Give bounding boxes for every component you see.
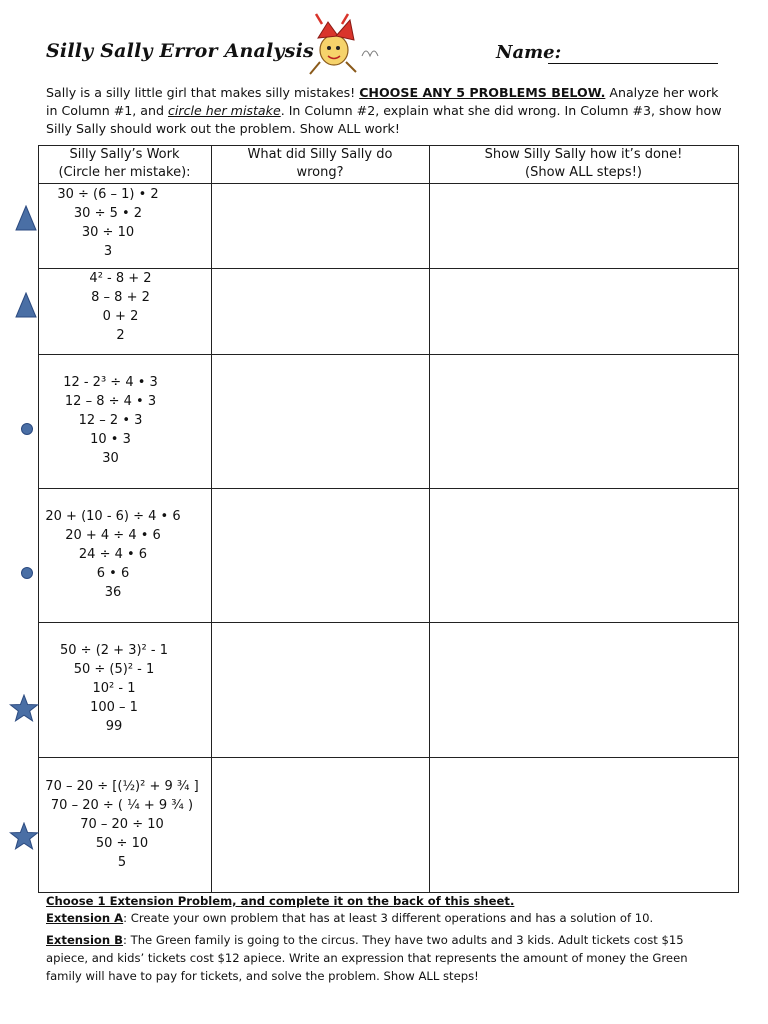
circle-icon [20,422,34,436]
problem-5-work[interactable] [38,641,190,736]
work-line: 50 ÷ (2 + 3)² - 1 [60,643,168,658]
extension-a-text: : Create your own problem that has at least 3 different operations and has a solution of 10. [123,911,654,925]
worksheet-title: Silly Sally Error Analysis [46,40,314,62]
triangle-icon [15,292,37,318]
name-field[interactable] [548,63,718,64]
name-label: Name: [496,42,562,63]
work-line: 5 [117,855,127,870]
extension-b-text: : The Green family is going to the circus. They have two adults and 3 kids. Adult tickets cost $15 apiece, and kids’ tickets cost $12 apiece. Write an expression that represents the amount of money the Green family will have to pay for tickets, and solve the problem. Show ALL steps! [46,933,688,983]
instructions-text-3: . In Column #2, explain what she did wrong. In Column #3, show how Silly Sally should work out the problem. Show ALL work! [46,103,722,136]
header-sallys-work-line2: (Circle her mistake): [58,165,191,180]
header-what-wrong-line2: wrong? [296,165,344,180]
extension-heading-text: Choose 1 Extension Problem, and complete it on the back of this sheet. [46,894,515,908]
work-line: 70 – 20 ÷ [(½)² + 9 ¾ ] [45,779,199,794]
instructions-bold: CHOOSE ANY 5 PROBLEMS BELOW. [359,85,606,100]
work-line: 10² - 1 [92,681,136,696]
work-line: 70 – 20 ÷ 10 [80,817,164,832]
work-line: 30 ÷ 10 [81,225,135,240]
problem-1-work[interactable] [38,185,178,261]
problem-6-work[interactable] [38,777,206,872]
problem-4-work[interactable] [38,507,188,602]
column-divider-1 [211,145,212,892]
work-line: 12 – 8 ÷ 4 • 3 [64,394,157,409]
work-line: 99 [105,719,123,734]
header-what-wrong-line1: What did Silly Sally do [247,147,393,162]
circle-icon [20,566,34,580]
extension-heading [46,892,726,910]
column-divider-2 [429,145,430,892]
work-line: 20 + 4 ÷ 4 • 6 [65,528,161,543]
work-line: 0 + 2 [102,309,139,324]
problem-2-work[interactable] [38,269,203,345]
row-divider-4 [38,622,739,623]
star-icon [9,694,39,722]
instructions-text-2: Analyze her work in Column #1, and [46,85,719,118]
extension-a-label: Extension A [46,911,124,925]
instructions [46,84,726,138]
work-line: 12 - 2³ ÷ 4 • 3 [63,375,158,390]
work-line: 8 – 8 + 2 [91,290,150,305]
header-sallys-work-line1: Silly Sally’s Work [69,147,180,162]
work-line: 30 ÷ (6 – 1) • 2 [57,187,159,202]
extension-b-label: Extension B [46,933,124,947]
header-sallys-work [38,146,211,182]
work-line: 36 [104,585,122,600]
extension-b [46,931,726,985]
header-show-how [429,146,738,182]
work-line: 2 [116,328,125,343]
triangle-icon [15,205,37,231]
work-line: 3 [103,244,113,259]
silly-sally-clipart [298,10,384,84]
row-divider-3 [38,488,739,489]
work-line: 100 – 1 [90,700,138,715]
header-what-wrong [211,146,429,182]
work-line: 20 + (10 - 6) ÷ 4 • 6 [45,509,181,524]
problem-3-work[interactable] [38,373,183,468]
instructions-circle: circle her mistake [167,103,281,118]
row-divider-header [38,183,739,184]
work-line: 30 ÷ 5 • 2 [73,206,143,221]
star-icon [9,822,39,850]
work-line: 4² - 8 + 2 [89,271,152,286]
work-line: 6 • 6 [96,566,130,581]
work-line: 10 • 3 [90,432,131,447]
row-divider-2 [38,354,739,355]
work-line: 24 ÷ 4 • 6 [78,547,148,562]
table-border-right [738,145,739,892]
work-line: 50 ÷ (5)² - 1 [73,662,155,677]
extension-a [46,909,726,927]
work-line: 70 – 20 ÷ ( ¼ + 9 ¾ ) [50,798,194,813]
error-analysis-table [38,145,739,892]
work-line: 12 – 2 • 3 [78,413,143,428]
work-line: 30 [102,451,119,466]
instructions-text-1: Sally is a silly little girl that makes silly mistakes! [46,85,360,100]
work-line: 50 ÷ 10 [95,836,149,851]
header-show-how-line1: Show Silly Sally how it’s done! [484,147,683,162]
header-show-how-line2: (Show ALL steps!) [525,165,642,180]
row-divider-5 [38,757,739,758]
